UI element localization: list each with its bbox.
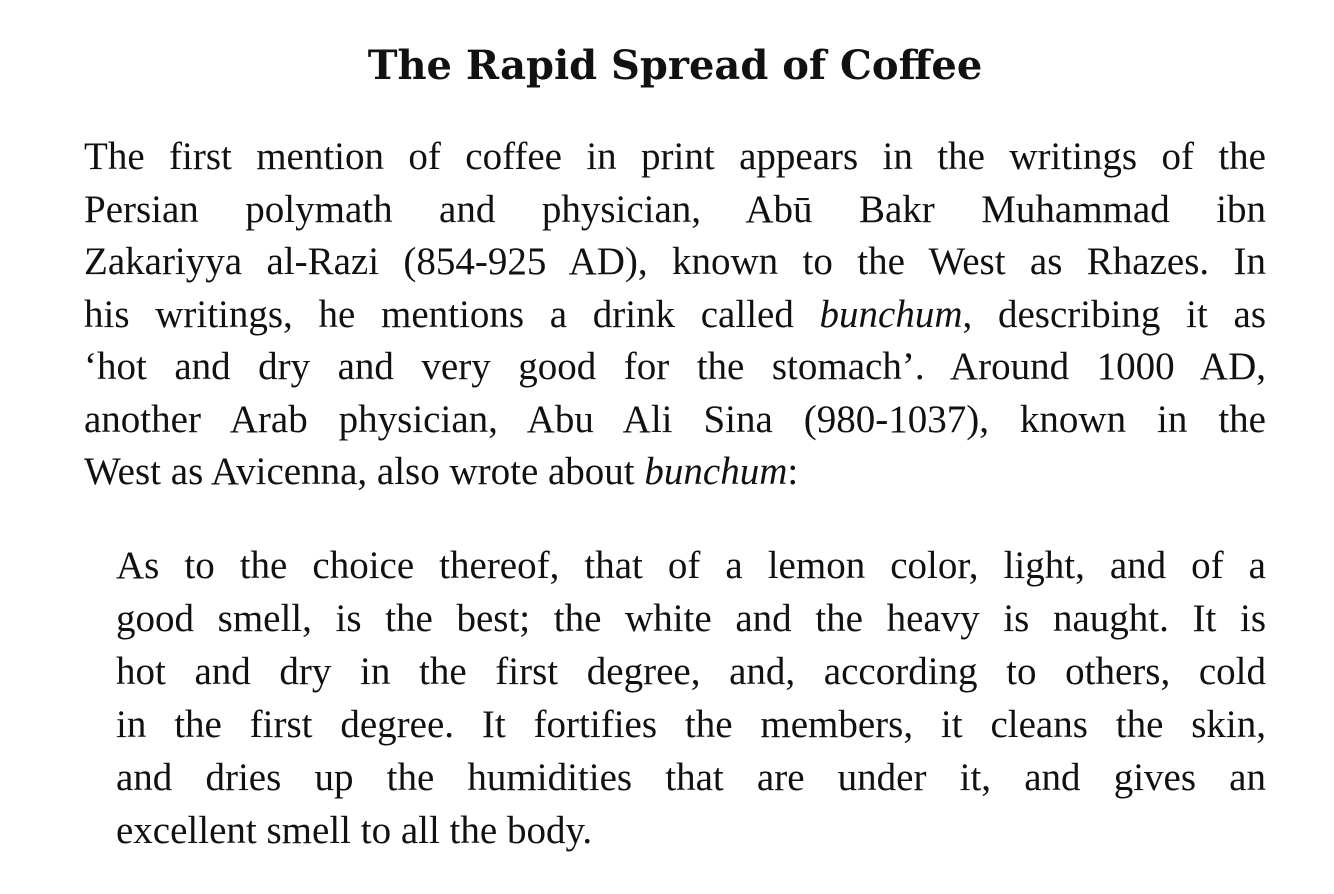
block-quote [116,539,1266,857]
text-run: , describing it as [962,292,1266,336]
text-run: Zakariyya al-Razi (854-925 AD), known to the West as Rhazes. In [84,240,1266,283]
quote-line: and dries up the humidities that are under it, and gives an [116,756,1266,799]
quote-line: good smell, is the best; the white and the heavy is naught. It is [116,597,1266,640]
text-run: Persian polymath and physician, Abū Bakr Muhammad ibn [84,187,1266,231]
quote-line: As to the choice thereof, that of a lemon color, light, and of a [116,544,1266,587]
paragraph-line [84,236,1266,289]
italic-term: bunchum [819,292,963,336]
body-paragraph [84,131,1266,499]
paragraph-line [84,394,1266,447]
text-run: : [787,450,799,493]
document-page [84,0,1266,894]
paragraph-line [84,289,1266,342]
text-run: his writings, he mentions a drink called [84,292,820,336]
section-title: The Rapid Spread of Coffee [367,42,983,89]
text-run: The first mention of coffee in print appears in the writings of the [84,135,1266,178]
paragraph-line [84,184,1266,237]
quote-line: hot and dry in the first degree, and, according to others, cold [116,650,1266,693]
quote-line: in the first degree. It fortifies the members, it cleans the skin, [116,703,1266,746]
text-run: West as Avicenna, also wrote about [84,450,645,493]
text-run: another Arab physician, Abu Ali Sina (980-1037), known in the [84,397,1266,441]
paragraph-line [84,446,1266,499]
italic-term: bunchum [644,450,788,493]
paragraph-line [84,341,1266,394]
quote-line: excellent smell to all the body. [116,809,593,852]
text-run: ‘hot and dry and very good for the stomach’. Around 1000 AD, [84,345,1266,388]
paragraph-line [84,131,1266,184]
